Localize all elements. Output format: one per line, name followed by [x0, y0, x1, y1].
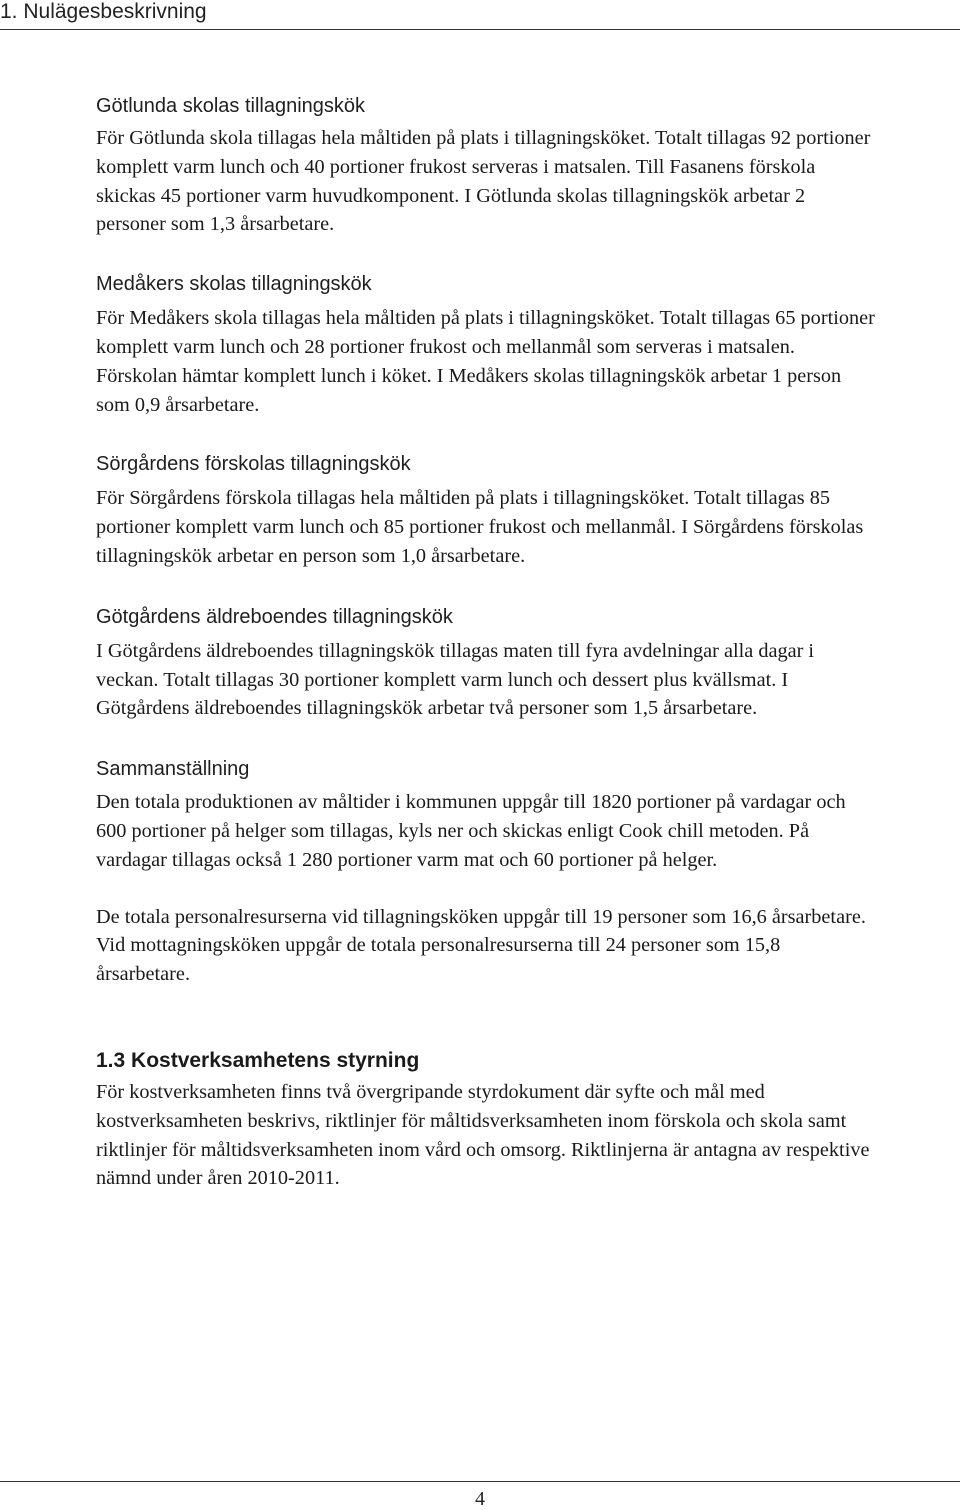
- paragraph-staff-total: De totala personalresurserna vid tillagningsköken uppgår till 19 personer som 16,6 årsarbetare. Vid mottagningsköken uppgår de totala personalresurserna till 24 personer som 15,8 årsarbetare.: [96, 905, 866, 986]
- paragraph-gotlunda: För Götlunda skola tillagas hela måltiden på plats i tillagningsköket. Totalt tillagas 92 portioner komplett varm lunch och 40 portioner frukost serveras i matsalen. Till Fasanens förskola skickas 45 portioner varm huvudkomponent. I Götlunda skolas tillagningskök arbetar 2 personer som 1,3 årsarbetare.: [96, 127, 871, 236]
- paragraph-medaker: För Medåkers skola tillagas hela måltiden på plats i tillagningsköket. Totalt tillagas 65 portioner komplett varm lunch och 28 portioner frukost och mellanmål som serveras i matsalen. Förskolan hämtar komplett lunch i köket. I Medåkers skolas tillagningskök arbetar 1 person som 0,9 årsarbetare.: [96, 307, 875, 416]
- header-divider: [0, 29, 960, 30]
- running-header: 1. Nulägesbeskrivning: [0, 0, 207, 23]
- heading-medaker: Medåkers skolas tillagningskök: [96, 273, 372, 296]
- heading-gotgarden: Götgårdens äldreboendes tillagningskök: [96, 605, 453, 628]
- paragraph-sorgarden: För Sörgårdens förskola tillagas hela måltiden på plats i tillagningsköket. Totalt tillagas 85 portioner komplett varm lunch och 85 portioner frukost och mellanmål. I Sörgårdens förskolas tillagningskök arbetar en person som 1,0 årsarbetare.: [96, 487, 864, 567]
- paragraph-gotgarden: I Götgårdens äldreboendes tillagningskök tillagas maten till fyra avdelningar alla dagar i veckan. Totalt tillagas 30 portioner komplett varm lunch och dessert plus kvällsmat. I Götgårdens äldreboendes tillagningskök arbetar två personer som 1,5 årsarbetare.: [96, 639, 815, 720]
- page-content: [96, 92, 876, 1193]
- heading-gotlunda: Götlunda skolas tillagningskök: [96, 95, 366, 117]
- heading-sorgarden: Sörgårdens förskolas tillagningskök: [96, 453, 411, 476]
- page-number: 4: [475, 1488, 485, 1510]
- paragraph-production-total: Den totala produktionen av måltider i kommunen uppgår till 1820 portioner på vardagar och 600 portioner på helger som tillagas, kyls ner och skickas enligt Cook chill metoden. På vardagar tillagas också 1 280 portioner varm mat och 60 portioner på helger.: [96, 791, 846, 871]
- paragraph-styrning: För kostverksamheten finns två övergripande styrdokument där syfte och mål med kostverksamheten beskrivs, riktlinjer för måltidsverksamheten inom förskola och skola samt riktlinjer för måltidsverksamheten inom vård och omsorg. Riktlinjerna är antagna av respektive nämnd under åren 2010-2011.: [96, 1080, 870, 1190]
- heading-kostverksamhetens-styrning: 1.3 Kostverksamhetens styrning: [96, 1048, 420, 1072]
- footer-divider: [0, 1481, 960, 1482]
- heading-sammanstallning: Sammanställning: [96, 758, 250, 781]
